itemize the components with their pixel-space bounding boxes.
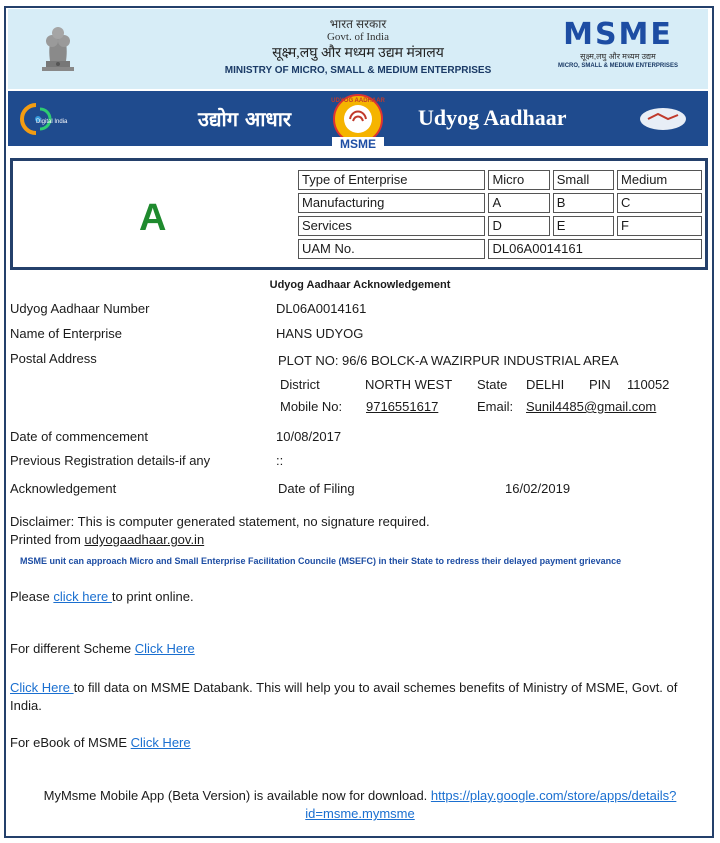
databank-link[interactable]: Click Here	[10, 680, 74, 695]
print-suffix: to print online.	[111, 589, 194, 604]
table-cell: Manufacturing	[298, 193, 485, 213]
table-row	[298, 216, 702, 236]
table-cell: Type of Enterprise	[298, 170, 485, 190]
table-cell: Micro	[488, 170, 549, 190]
print-online-line	[10, 589, 194, 604]
digital-india-label: Digital India	[36, 119, 68, 125]
different-scheme-link[interactable]: Click Here	[134, 641, 195, 656]
enterprise-category: A	[139, 197, 167, 239]
udyog-aadhaar-seal-icon	[318, 93, 398, 151]
udyog-aadhaar-english: Udyog Aadhaar	[418, 105, 567, 130]
postal-address-value: PLOT NO: 96/6 BOLCK-A WAZIRPUR INDUSTRIAL AREA	[278, 353, 619, 368]
udyog-number-label: Udyog Aadhaar Number	[10, 301, 150, 316]
table-cell: D	[488, 216, 549, 236]
mobile-app-link[interactable]: https://play.google.com/store/apps/details?	[430, 788, 677, 803]
databank-line	[10, 679, 710, 715]
district-value: NORTH WEST	[365, 377, 453, 392]
print-prefix: Please	[10, 589, 54, 604]
govt-hindi: भारत सरकार	[329, 17, 387, 31]
uam-value: DL06A0014161	[488, 239, 702, 259]
databank-text-continued: India.	[10, 698, 42, 713]
ebook-prefix: For eBook of MSME	[10, 735, 131, 750]
table-cell: A	[488, 193, 549, 213]
pin-label: PIN	[589, 377, 611, 392]
ministry-hindi: सूक्ष्म,लघु और मध्यम उद्यम मंत्रालय	[272, 46, 444, 61]
udyog-aadhaar-hindi: उद्योग आधार	[198, 107, 292, 131]
table-cell: Medium	[617, 170, 702, 190]
classification-table	[295, 167, 705, 262]
printed-from-label: Printed from	[10, 532, 85, 547]
msme-logo-subtitle: MICRO, SMALL & MEDIUM ENTERPRISES	[558, 63, 678, 69]
mobile-app-link-continued[interactable]: id=msme.mymsme	[305, 806, 415, 821]
previous-registration-value: ::	[276, 453, 284, 468]
filing-date-label: Date of Filing	[278, 481, 355, 496]
uam-label: UAM No.	[298, 239, 485, 259]
previous-registration-label: Previous Registration details-if any	[10, 453, 211, 468]
msme-logo-hindi: सूक्ष्म,लघु और मध्यम उद्यम	[580, 52, 656, 61]
table-cell: E	[553, 216, 614, 236]
postal-address-label: Postal Address	[10, 351, 97, 366]
mobile-label: Mobile No:	[280, 399, 343, 414]
enterprise-name-label: Name of Enterprise	[10, 326, 122, 341]
commencement-value: 10/08/2017	[276, 429, 342, 444]
msme-logo-text: MSME	[563, 17, 673, 52]
acknowledgement-label: Acknowledgement	[10, 481, 117, 496]
table-row	[298, 170, 702, 190]
seal-text: UDYOG AADHAAR	[331, 98, 385, 104]
district-label: District	[280, 377, 320, 392]
table-cell: B	[553, 193, 614, 213]
udyog-aadhaar-band	[8, 91, 708, 151]
different-scheme-line	[10, 641, 195, 656]
ebook-link[interactable]: Click Here	[130, 735, 191, 750]
pin-value: 110052	[627, 377, 670, 392]
mobile-value[interactable]: 9716551617	[366, 399, 439, 414]
scheme-prefix: For different Scheme	[10, 641, 135, 656]
table-cell: Services	[298, 216, 485, 236]
table-cell: C	[617, 193, 702, 213]
commencement-label: Date of commencement	[10, 429, 149, 444]
header-banner	[8, 9, 708, 89]
govt-english: Govt. of India	[326, 31, 389, 43]
mobile-app-text: MyMsme Mobile App (Beta Version) is available now for download.	[43, 788, 431, 803]
seal-msme-text: MSME	[340, 137, 376, 151]
enterprise-name-value: HANS UDYOG	[276, 326, 364, 341]
table-cell: F	[617, 216, 702, 236]
printed-from-line	[10, 532, 204, 547]
msme-logo	[548, 19, 688, 71]
table-row	[298, 239, 702, 259]
acknowledgement-title: Udyog Aadhaar Acknowledgement	[269, 279, 451, 291]
email-value[interactable]: Sunil4485@gmail.com	[526, 399, 657, 414]
table-cell: Small	[553, 170, 614, 190]
table-row	[298, 193, 702, 213]
disclaimer: Disclaimer: This is computer generated statement, no signature required.	[10, 514, 430, 529]
enterprise-classification-box	[10, 158, 708, 270]
ministry-english: MINISTRY OF MICRO, SMALL & MEDIUM ENTERPRISES	[224, 65, 492, 76]
printed-site-link[interactable]: udyogaadhaar.gov.in	[84, 532, 205, 547]
mobile-app-line	[20, 787, 700, 823]
ebook-line	[10, 735, 191, 750]
print-online-link[interactable]: click here	[53, 589, 112, 604]
make-in-india-icon	[638, 106, 688, 132]
state-value: DELHI	[526, 377, 565, 392]
msefc-notice: MSME unit can approach Micro and Small Enterprise Facilitation Councile (MSEFC) in their State to redress their delayed payment grievance	[20, 556, 622, 566]
filing-date-value: 16/02/2019	[505, 481, 571, 496]
state-label: State	[477, 377, 508, 392]
email-label: Email:	[477, 399, 514, 414]
databank-text: to fill data on MSME Databank. This will help you to avail schemes benefits of Ministry of MSME, Govt. of	[73, 680, 678, 695]
udyog-number-value: DL06A0014161	[276, 301, 367, 316]
